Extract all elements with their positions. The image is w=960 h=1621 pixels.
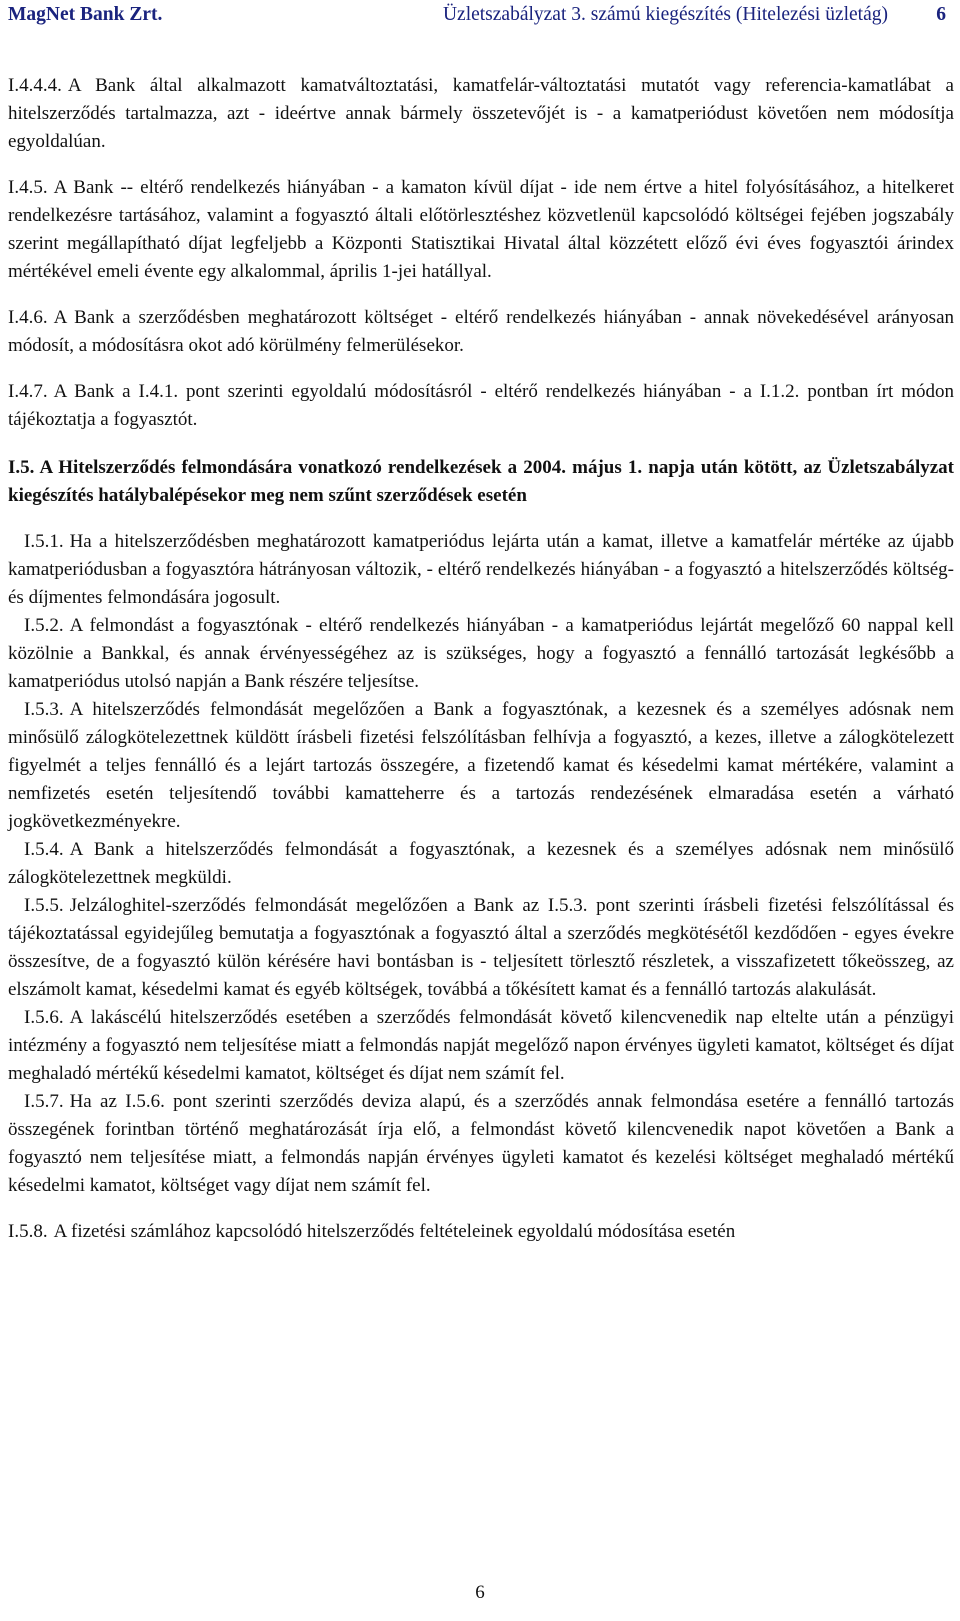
paragraph-text: A Bank által alkalmazott kamatváltoztatási, kamatfelár-változtatási mutatót vagy referencia-kamatlábat a hitelszerződés tartalmazza, azt - ideértve annak bármely összetevőjét is - a kamatperiódust követően nem módosítja egyoldalúan. [8, 75, 954, 152]
page-header [8, 4, 954, 30]
item-number: I.5.8. [8, 1221, 48, 1242]
item-number: I.5.6. [24, 1007, 64, 1028]
paragraph-text: A Bank -- eltérő rendelkezés hiányában - a kamaton kívül díjat - ide nem értve a hitel folyósításához, a hitelkeret rendelkezésre tartásához, valamint a fogyasztó általi előtörlesztéshez közvetlenül kapcsolódó költségei fejében jogszabály szerint megállapítható díjat legfeljebb a Központi Statisztikai Hivatal által közzétett előző évi éves fogyasztói árindex mértékével emeli évente egy alkalommal, április 1-jei hatállyal. [8, 177, 954, 282]
item-text: A hitelszerződés felmondását megelőzően a Bank a fogyasztónak, a kezesnek és a személyes adósnak nem minősülő zálogkötelezettnek küldött írásbeli fizetési felszólításban felhívja a fogyasztó, a kezes, illetve a zálogkötelezett figyelmét a teljes fennálló és a lejárt tartozás összegére, a fizetendő kamat és késedelmi kamat mértékére, valamint a nemfizetés esetén teljesítendő további kamatteherre és a tartozás rendezésének elmaradása esetén a várható jogkövetkezményekre. [8, 699, 954, 832]
item-text: Ha az I.5.6. pont szerinti szerződés deviza alapú, és a szerződés annak felmondása esetére a fennálló tartozás összegének forintban történő meghatározását írja elő, a felmondást követő kilencvenedik napot követően a Bank a fogyasztó nem teljesítése miatt, a felmondás napján érvényes ügyleti kamatot és kezelési költséget meghaladó mértékű késedelmi kamatot, költséget vagy díjat nem számít fel. [8, 1091, 954, 1196]
header-brand: MagNet Bank Zrt. [8, 4, 163, 25]
page-footer-number: 6 [475, 1582, 485, 1603]
item-text: A fizetési számlához kapcsolódó hitelszerződés feltételeinek egyoldalú módosítása esetén [53, 1221, 736, 1242]
item-text: A felmondást a fogyasztónak - eltérő rendelkezés hiányában - a kamatperiódus lejártát megelőző 60 nappal kell közölnie a Bankkal, és annak érvényességéhez az is szükséges, hogy a fogyasztó a fennálló tartozását legkésőbb a kamatperiódus utolsó napján a Bank részére teljesítse. [8, 615, 954, 692]
paragraph-text: A Bank a I.4.1. pont szerinti egyoldalú módosításról - eltérő rendelkezés hiányában - a I.1.2. pontban írt módon tájékoztatja a fogyasztót. [8, 381, 954, 430]
item-i-5-3 [8, 696, 954, 836]
document-body [8, 72, 954, 1246]
item-text: A lakáscélú hitelszerződés esetében a szerződés felmondását követő kilencvenedik nap eltelte után a pénzügyi intézmény a fogyasztó nem teljesítése miatt a felmondás napját megelőző napon érvényes ügyleti kamatot, költséget és díjat meghaladó mértékű késedelmi kamatot, költséget és díjat nem számít fel. [8, 1007, 954, 1084]
paragraph-i-4-5 [8, 174, 954, 286]
item-text: Ha a hitelszerződésben meghatározott kamatperiódus lejárta után a kamat, illetve a kamatfelár mértéke az újabb kamatperiódusban a fogyasztóra hátrányosan változik, - eltérő rendelkezés hiányában - a fogyasztó a hitelszerződés költség- és díjmentes felmondására jogosult. [8, 531, 954, 608]
item-text: A Bank a hitelszerződés felmondását a fogyasztónak, a kezesnek és a személyes adósnak nem minősülő zálogkötelezettnek megküldi. [8, 839, 954, 888]
item-i-5-5 [8, 892, 954, 1004]
paragraph-number: I.4.7. [8, 381, 48, 402]
header-title: Üzletszabályzat 3. számú kiegészítés (Hitelezési üzletág) [442, 4, 888, 25]
paragraph-i-4-6 [8, 304, 954, 360]
item-number: I.5.2. [24, 615, 64, 636]
item-number: I.5.5. [24, 895, 64, 916]
item-i-5-4 [8, 836, 954, 892]
paragraph-text: A Bank a szerződésben meghatározott költséget - eltérő rendelkezés hiányában - annak növekedésével arányosan módosít, a módosításra okot adó körülmény felmerülésekor. [8, 307, 954, 356]
item-number: I.5.4. [24, 839, 64, 860]
item-number: I.5.1. [24, 531, 64, 552]
item-number: I.5.7. [24, 1091, 64, 1112]
paragraph-i-4-7 [8, 378, 954, 434]
section-heading: I.5. A Hitelszerződés felmondására vonatkozó rendelkezések a 2004. május 1. napja után kötött, az Üzletszabályzat kiegészítés hatálybalépésekor meg nem szűnt szerződések esetén [8, 457, 954, 506]
item-number: I.5.3. [24, 699, 64, 720]
item-i-5-1 [8, 528, 954, 612]
item-i-5-6 [8, 1004, 954, 1088]
header-page-number: 6 [936, 4, 946, 25]
paragraph-number: I.4.5. [8, 177, 48, 198]
paragraph-number: I.4.6. [8, 307, 48, 328]
item-i-5-7 [8, 1088, 954, 1200]
paragraph-number: I.4.4.4. [8, 75, 62, 96]
item-i-5-8 [8, 1218, 954, 1246]
paragraph-i-4-4-4 [8, 72, 954, 156]
item-text: Jelzáloghitel-szerződés felmondását megelőzően a Bank az I.5.3. pont szerinti írásbeli fizetési felszólítással és tájékoztatással egyidejűleg bemutatja a fogyasztónak a fogyasztó által a szerződés megkötésétől kezdődően - egyes évekre összesítve, de a fogyasztó külön kérésére havi bontásban is - teljesített törlesztő részletek, a visszafizetett tőkeösszeg, az elszámolt kamat, késedelmi kamat és egyéb költségek, továbbá a tőkésített kamat és a fennálló tartozás alakulását. [8, 895, 954, 1000]
item-i-5-2 [8, 612, 954, 696]
